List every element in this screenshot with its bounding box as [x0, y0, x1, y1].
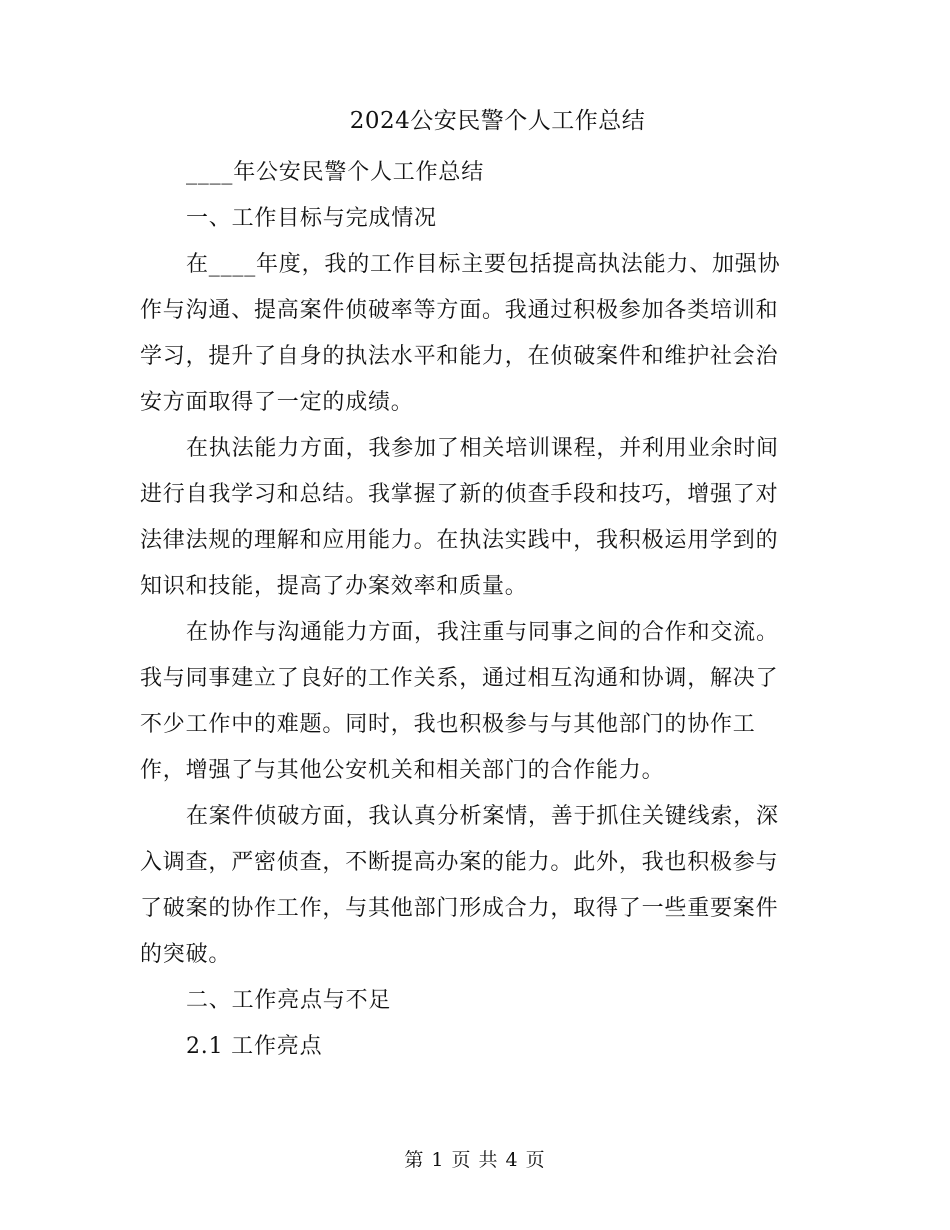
page-footer: 第 1 页 共 4 页	[404, 1149, 546, 1171]
subsection-heading: 2.1 工作亮点	[186, 1034, 323, 1059]
subtitle-line: ____年公安民警个人工作总结	[186, 160, 485, 185]
section-heading: 一、工作目标与完成情况	[186, 206, 437, 231]
body-paragraph: 在案件侦破方面，我认真分析案情，善于抓住关键线索，深入调查，严密侦查，不断提高办案的能力。此外，我也积极参与了破案的协作工作，与其他部门形成合力，取得了一些重要案件的突破。	[140, 804, 779, 967]
document-title: 2024公安民警个人工作总结	[349, 108, 646, 134]
body-paragraph: 在协作与沟通能力方面，我注重与同事之间的合作和交流。我与同事建立了良好的工作关系，通过相互沟通和协调，解决了不少工作中的难题。同时，我也积极参与与其他部门的协作工作，增强了与其他公安机关和相关部门的合作能力。	[140, 620, 779, 783]
body-paragraph: 在执法能力方面，我参加了相关培训课程，并利用业余时间进行自我学习和总结。我掌握了新的侦查手段和技巧，增强了对法律法规的理解和应用能力。在执法实践中，我积极运用学到的知识和技能，提高了办案效率和质量。	[140, 436, 779, 599]
section-heading: 二、工作亮点与不足	[186, 988, 392, 1013]
document-body	[140, 150, 795, 1070]
body-paragraph: 在____年度，我的工作目标主要包括提高执法能力、加强协作与沟通、提高案件侦破率等方面。我通过积极参加各类培训和学习，提升了自身的执法水平和能力，在侦破案件和维护社会治安方面取得了一定的成绩。	[140, 252, 781, 415]
